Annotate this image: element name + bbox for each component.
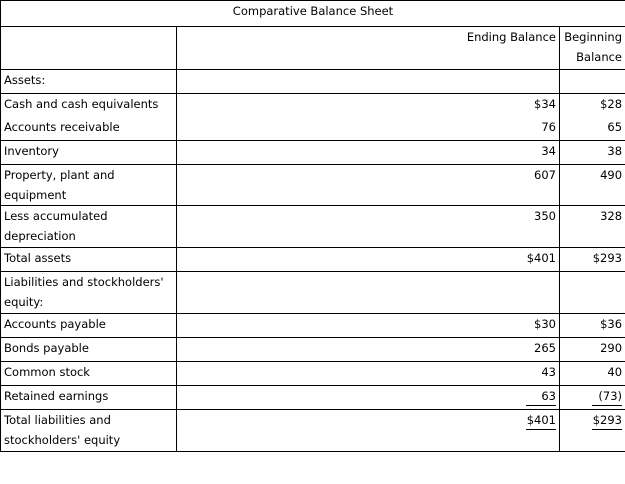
row-ending: 265 — [177, 338, 560, 362]
row-ending — [177, 70, 560, 94]
row-label-inventory: Inventory — [1, 141, 177, 165]
header-label-cell — [1, 27, 177, 70]
row-label-ppe: Property, plant and equipment — [1, 165, 177, 206]
table-row — [1, 141, 625, 165]
table-row — [1, 386, 625, 410]
row-beginning-cell — [560, 410, 625, 452]
row-beginning: $36 — [560, 314, 625, 338]
row-label-total-liabilities: Total liabilities and stockholders' equity — [1, 410, 177, 452]
row-label-cash: Cash and cash equivalents — [1, 94, 177, 118]
row-beginning: 290 — [560, 338, 625, 362]
row-ending: $34 — [177, 94, 560, 118]
row-label-bonds-payable: Bonds payable — [1, 338, 177, 362]
row-beginning: (73) — [592, 388, 622, 406]
row-beginning-cell — [560, 386, 625, 410]
row-label-depreciation: Less accumulated depreciation — [1, 206, 177, 248]
row-beginning: $293 — [592, 412, 622, 430]
row-ending: $401 — [526, 412, 556, 430]
row-label-common-stock: Common stock — [1, 362, 177, 386]
table-row — [1, 362, 625, 386]
row-label-assets: Assets: — [1, 70, 177, 94]
table-row — [1, 206, 625, 248]
row-beginning: 40 — [560, 362, 625, 386]
table-row — [1, 338, 625, 362]
row-beginning: 38 — [560, 141, 625, 165]
table-row — [1, 410, 625, 452]
table-title: Comparative Balance Sheet — [1, 1, 625, 27]
row-beginning: 328 — [560, 206, 625, 248]
table-row — [1, 165, 625, 206]
row-label-receivable: Accounts receivable — [1, 117, 177, 141]
table-row — [1, 272, 625, 314]
row-ending-cell — [177, 410, 560, 452]
row-ending: 76 — [177, 117, 560, 141]
row-label-accounts-payable: Accounts payable — [1, 314, 177, 338]
table-row — [1, 117, 625, 141]
row-label-liabilities-heading: Liabilities and stockholders' equity: — [1, 272, 177, 314]
table-row — [1, 248, 625, 272]
row-beginning — [560, 70, 625, 94]
row-ending: $401 — [177, 248, 560, 272]
row-ending-cell — [177, 386, 560, 410]
row-ending — [177, 272, 560, 314]
row-ending: 350 — [177, 206, 560, 248]
table-row — [1, 314, 625, 338]
row-beginning: 490 — [560, 165, 625, 206]
table-row — [1, 70, 625, 94]
row-ending: 607 — [177, 165, 560, 206]
row-ending: 43 — [177, 362, 560, 386]
row-ending: $30 — [177, 314, 560, 338]
row-beginning: $28 — [560, 94, 625, 118]
header-ending-balance: Ending Balance — [177, 27, 560, 70]
row-label-total-assets: Total assets — [1, 248, 177, 272]
row-beginning: 65 — [560, 117, 625, 141]
row-label-retained-earnings: Retained earnings — [1, 386, 177, 410]
row-beginning — [560, 272, 625, 314]
row-ending: 63 — [526, 388, 556, 406]
table-row — [1, 94, 625, 118]
header-beginning-balance: Beginning Balance — [560, 27, 625, 70]
row-beginning: $293 — [560, 248, 625, 272]
row-ending: 34 — [177, 141, 560, 165]
